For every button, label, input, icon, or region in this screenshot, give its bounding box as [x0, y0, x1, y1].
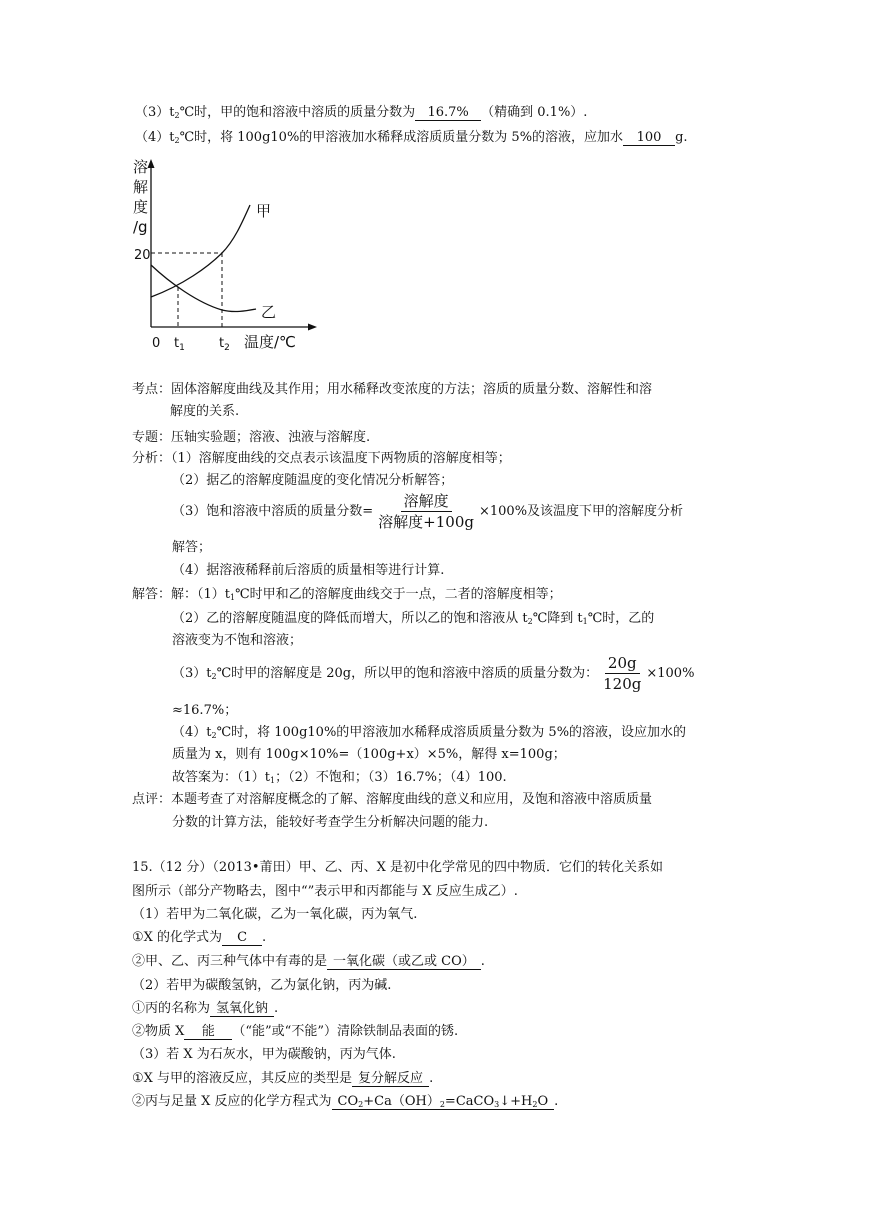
curve-yi-label: 乙: [261, 303, 277, 321]
answer-blank: 复分解反应: [352, 1071, 429, 1087]
y-axis-label-4: /g: [133, 218, 148, 236]
curve-jia-label: 甲: [256, 202, 272, 220]
y-axis-label-1: 溶: [133, 158, 149, 176]
fenxi-line3: （3）饱和溶液中溶质的质量分数= $\frac{\text{溶解度}}{\text{溶解度+100g}}$ ×100%及该温度下甲的溶解度分析: [172, 492, 684, 531]
q15-sub2b: ②物质 X 能 （“能”或“不能”）清除铁制品表面的锈.: [132, 1024, 459, 1039]
x-axis-label: 温度/℃: [244, 333, 296, 351]
answer-blank: C: [222, 930, 262, 946]
q15-sub1: （1）若甲为二氧化碳，乙为一氧化碳，丙为氧气.: [132, 907, 418, 922]
zhuanti-label: 专题：: [132, 430, 172, 445]
q15-sub2a: ①丙的名称为 氢氧化钠 .: [132, 1001, 279, 1016]
q15-sub2: （2）若甲为碳酸氢钠，乙为氯化钠，丙为碱.: [132, 978, 392, 993]
fraction-formula: $\frac{\text{溶解度}}{\text{溶解度+100g}}$: [378, 492, 474, 531]
q15-intro-2: 图所示（部分产物略去，图中“”表示甲和丙都能与 X 反应生成乙）.: [132, 884, 518, 899]
answer-blank: 氢氧化钠: [210, 1001, 274, 1017]
jieda-final: 故答案为：$(1)t_1$；（2）不饱和；（3）16.7%；（4）100.: [172, 770, 507, 785]
curve-jia: [151, 205, 250, 297]
kaodian-line1: 考点：固体溶解度曲线及其作用；用水稀释改变浓度的方法；溶质的质量分数、溶解性和溶: [132, 382, 653, 397]
y-axis-arrow: [148, 159, 155, 168]
q15-intro-1: 15.（12 分）（2013•莆田）甲、乙、丙、X 是初中化学常见的四中物质．它们的转化关系如: [132, 860, 663, 875]
q15-sub3: （3）若 X 为石灰水，甲为碳酸钠，丙为气体.: [132, 1047, 396, 1062]
answer-blank: 100: [623, 130, 675, 146]
zhuanti-line: 专题：压轴实验题；溶液、浊液与溶解度.: [132, 430, 371, 445]
q14-part3: $(3)t_2℃$时，甲的饱和溶液中溶质的质量分数为 16.7% （精确到 0.1%）.: [135, 105, 588, 120]
jieda-line1: 解答：解：$(1)t_1℃$时甲和乙的溶解度曲线交于一点，二者的溶解度相等；: [132, 587, 562, 602]
answer-blank: $CO_2+Ca(OH)_2=CaCO_3↓+H_2O$: [332, 1094, 555, 1110]
fenxi-line1: 分析：（1）溶解度曲线的交点表示该温度下两物质的溶解度相等；: [132, 451, 511, 466]
q15-sub1a: ①X 的化学式为 C .: [132, 930, 267, 945]
answer-blank: 16.7%: [415, 105, 481, 121]
fenxi-line4: （4）据溶液稀释前后溶质的质量相等进行计算.: [172, 563, 445, 578]
q15-sub3b: ②丙与足量 X 反应的化学方程式为 $CO_2+Ca(OH)_2=CaCO_3↓+H_2O$ .: [132, 1094, 559, 1109]
jieda-line4b: 质量为 x，则有 100g×10%=（100g+x）×5%，解得 x=100g；: [172, 747, 566, 762]
q14-part4: $(4)t_2℃$时，将 100g10%的甲溶液加水稀释成溶质质量分数为 5%的溶液，应加水 100 g.: [135, 130, 688, 145]
dianping-line1: 点评：本题考查了对溶解度概念的了解、溶解度曲线的意义和应用，及饱和溶液中溶质质量: [132, 792, 653, 807]
y-axis-label-3: 度: [133, 198, 149, 216]
jieda-line2: （2）乙的溶解度随温度的降低而增大，所以乙的饱和溶液从 $t_2℃$降到 $t_1℃$时，乙的: [172, 611, 655, 626]
fenxi-line2: （2）据乙的溶解度随温度的变化情况分析解答；: [172, 473, 454, 488]
jieda-label: 解答：: [132, 587, 172, 602]
fenxi-line3b: 解答；: [172, 540, 212, 555]
jieda-line2b: 溶液变为不饱和溶液；: [172, 633, 303, 648]
answer-blank: 能: [184, 1024, 232, 1040]
t1-label: $t_1$: [174, 336, 185, 353]
kaodian-label: 考点：: [132, 382, 172, 397]
x-axis-arrow: [308, 324, 317, 331]
q15-sub1b: ②甲、乙、丙三种气体中有毒的是 一氧化碳（或乙或 CO） .: [132, 954, 485, 969]
dianping-label: 点评：: [132, 792, 172, 807]
y-tick-20: 20: [134, 248, 151, 263]
solubility-graph: [128, 155, 328, 355]
dianping-line2: 分数的计算方法，能较好考查学生分析解决问题的能力.: [172, 815, 489, 830]
origin-label: 0: [152, 336, 161, 351]
kaodian-line2: 解度的关系.: [170, 404, 240, 419]
q15-sub3a: ①X 与甲的溶液反应，其反应的类型是 复分解反应 .: [132, 1071, 434, 1086]
answer-blank: 一氧化碳（或乙或 CO）: [327, 954, 481, 970]
fenxi-label: 分析：: [132, 451, 172, 466]
jieda-line3: $(3)t_2℃$时甲的溶解度是 20g，所以甲的饱和溶液中溶质的质量分数为： $\frac{20g}{120g}$ ×100%: [172, 654, 695, 693]
y-axis-label-2: 解: [133, 178, 149, 196]
t2-label: $t_2$: [219, 336, 230, 353]
jieda-line4: $(4)t_2℃$时，将 100g10%的甲溶液加水稀释成溶质质量分数为 5%的溶液，设应加水的: [172, 725, 687, 740]
jieda-line3b: ≈16.7%；: [172, 703, 238, 718]
fraction-answer: $\frac{20g}{120g}$: [603, 654, 642, 693]
curve-yi: [151, 265, 256, 312]
